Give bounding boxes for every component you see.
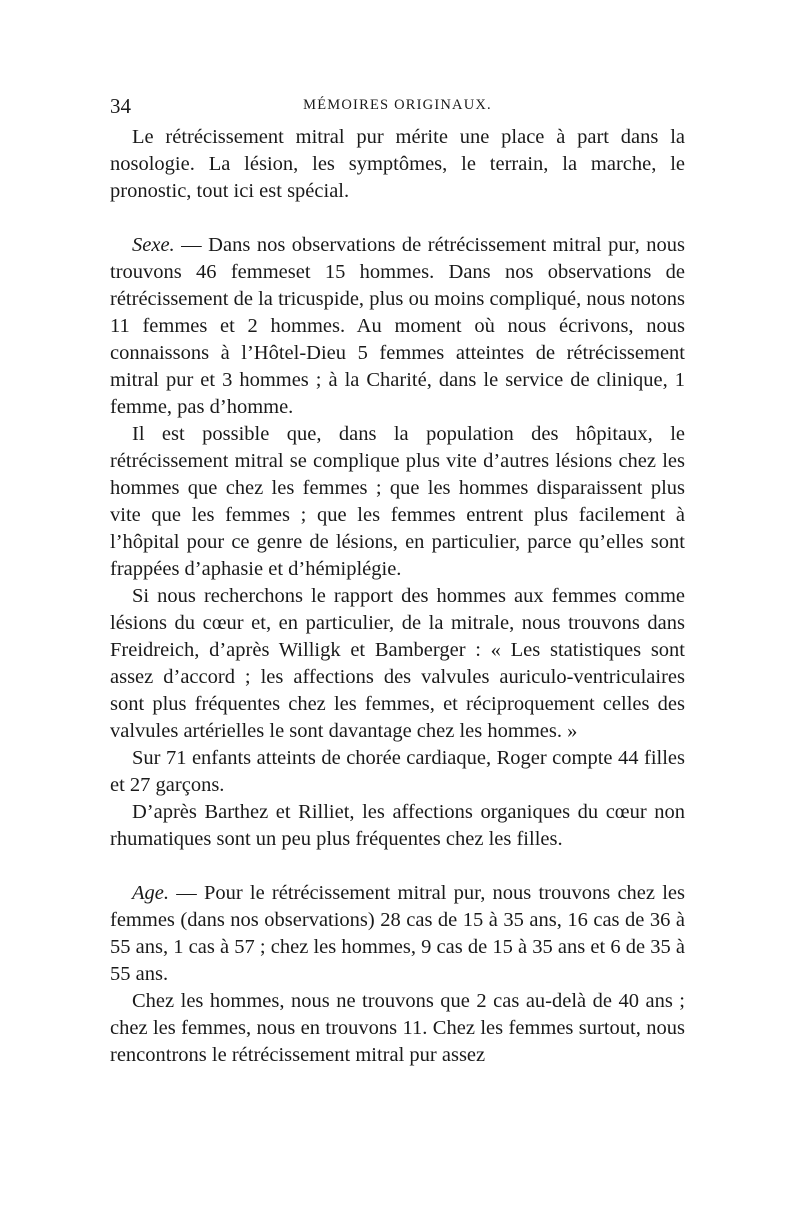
section-heading-age: Age.: [132, 882, 169, 904]
running-head: [110, 94, 685, 124]
paragraph-text: Le rétrécissement mitral pur mérite une place à part dans la nosologie. La lésion, les symptômes, le terrain, la marche, le pronostic, tout ici est spécial.: [110, 126, 685, 202]
paragraph-age: [110, 880, 685, 988]
body-text: [110, 124, 685, 1069]
section-gap: [110, 853, 685, 880]
paragraph-text: Si nous recherchons le rapport des hommes aux femmes comme lésions du cœur et, en particulier, de la mitrale, nous trouvons dans Freidreich, d’après Willigk et Bamberger : « Les statistiques sont assez d’accord ; les affections des valvules auriculo-ventriculaires sont plus fréquentes chez les femmes, et réciproquement celles des valvules artérielles le sont davantage chez les hommes. »: [110, 585, 685, 742]
paragraph-hommes: [110, 988, 685, 1069]
paragraph-barthez: [110, 799, 685, 853]
section-gap: [110, 205, 685, 232]
paragraph-text: D’après Barthez et Rilliet, les affections organiques du cœur non rhumatiques sont un peu plus fréquentes chez les filles.: [110, 801, 685, 850]
paragraph-text: Sur 71 enfants atteints de chorée cardiaque, Roger compte 44 filles et 27 garçons.: [110, 747, 685, 796]
paragraph-text: Chez les hommes, nous ne trouvons que 2 cas au-delà de 40 ans ; chez les femmes, nous en trouvons 11. Chez les femmes surtout, nous rencontrons le rétrécissement mitral pur assez: [110, 990, 685, 1066]
paragraph-intro: [110, 124, 685, 205]
paragraph-text: — Dans nos observations de rétrécissement mitral pur, nous trouvons 46 femmeset 15 hommes. Dans nos observations de rétrécissement de la tricuspide, plus ou moins compliqué, nous notons 11 femmes et 2 hommes. Au moment où nous écrivons, nous connaissons à l’Hôtel-Dieu 5 femmes atteintes de rétrécissement mitral pur et 3 hommes ; à la Charité, dans le service de clinique, 1 femme, pas d’homme.: [110, 234, 685, 418]
paragraph-sexe: [110, 232, 685, 421]
book-page: [110, 94, 685, 1069]
paragraph-roger: [110, 745, 685, 799]
section-heading-sexe: Sexe.: [132, 234, 175, 256]
paragraph-freidreich: [110, 583, 685, 745]
paragraph-text: Il est possible que, dans la population des hôpitaux, le rétrécissement mitral se complique plus vite d’autres lésions chez les hommes que chez les femmes ; que les hommes disparaissent plus vite que les femmes ; que les femmes entrent plus facilement à l’hôpital pour ce genre de lésions, en particulier, parce qu’elles sont frappées d’aphasie et d’hémiplégie.: [110, 423, 685, 580]
page-number: 34: [110, 94, 131, 118]
paragraph-text: — Pour le rétrécissement mitral pur, nous trouvons chez les femmes (dans nos observations) 28 cas de 15 à 35 ans, 16 cas de 36 à 55 ans, 1 cas à 57 ; chez les hommes, 9 cas de 15 à 35 ans et 6 de 35 à 55 ans.: [110, 882, 685, 985]
paragraph-hospital: [110, 421, 685, 583]
running-title: MÉMOIRES ORIGINAUX.: [303, 97, 492, 113]
